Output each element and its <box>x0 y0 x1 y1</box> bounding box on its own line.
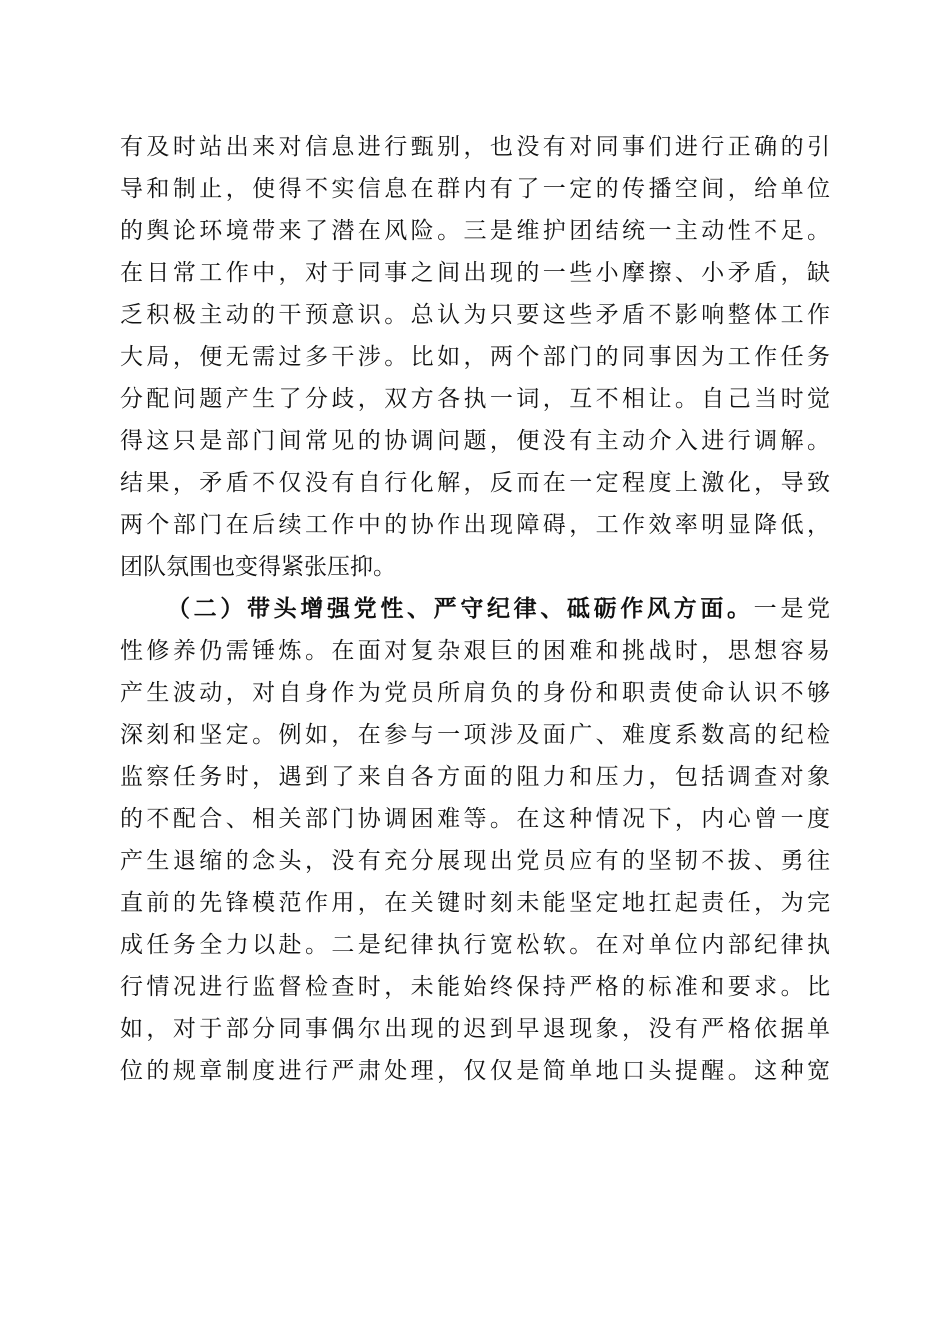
text-line: 两个部门在后续工作中的协作出现障碍，工作效率明显降低， <box>120 512 830 538</box>
text-line: 位的规章制度进行严肃处理，仅仅是简单地口头提醒。这种宽 <box>120 1058 830 1084</box>
section-heading: （二）带头增强党性、严守纪律、砥砺作风方面。 <box>167 596 754 622</box>
text-line: 乏积极主动的干预意识。总认为只要这些矛盾不影响整体工作 <box>120 302 830 328</box>
body-text <box>120 126 830 1092</box>
section-heading-line <box>120 588 830 630</box>
text-line: 得这只是部门间常见的协调问题，便没有主动介入进行调解。 <box>120 428 830 454</box>
text-line: 结果，矛盾不仅没有自行化解，反而在一定程度上激化，导致 <box>120 470 830 496</box>
text-line: 性修养仍需锤炼。在面对复杂艰巨的困难和挑战时，思想容易 <box>120 638 830 664</box>
text-line: 分配问题产生了分歧，双方各执一词，互不相让。自己当时觉 <box>120 386 830 412</box>
text-line: 的舆论环境带来了潜在风险。三是维护团结统一主动性不足。 <box>120 218 830 244</box>
text-line: 监察任务时，遇到了来自各方面的阻力和压力，包括调查对象 <box>120 764 830 790</box>
text-line: 如，对于部分同事偶尔出现的迟到早退现象，没有严格依据单 <box>120 1016 830 1042</box>
text-line: 产生退缩的念头，没有充分展现出党员应有的坚韧不拔、勇往 <box>120 848 830 874</box>
text-line: 产生波动，对自身作为党员所肩负的身份和职责使命认识不够 <box>120 680 830 706</box>
text-line: 行情况进行监督检查时，未能始终保持严格的标准和要求。比 <box>120 974 830 1000</box>
text-line: 有及时站出来对信息进行甄别，也没有对同事们进行正确的引 <box>120 134 830 160</box>
text-line: 成任务全力以赴。二是纪律执行宽松软。在对单位内部纪律执 <box>120 932 830 958</box>
text-line: 直前的先锋模范作用，在关键时刻未能坚定地扛起责任，为完 <box>120 890 830 916</box>
text-line: 深刻和坚定。例如，在参与一项涉及面广、难度系数高的纪检 <box>120 722 830 748</box>
text-line: 在日常工作中，对于同事之间出现的一些小摩擦、小矛盾，缺 <box>120 260 830 286</box>
text-line: 团队氛围也变得紧张压抑。 <box>120 554 396 580</box>
text-line: 大局，便无需过多干涉。比如，两个部门的同事因为工作任务 <box>120 344 830 370</box>
text-line: 的不配合、相关部门协调困难等。在这种情况下，内心曾一度 <box>120 806 830 832</box>
text-line: 导和制止，使得不实信息在群内有了一定的传播空间，给单位 <box>120 176 830 202</box>
section-first-line-rest: 一是党 <box>753 596 830 622</box>
